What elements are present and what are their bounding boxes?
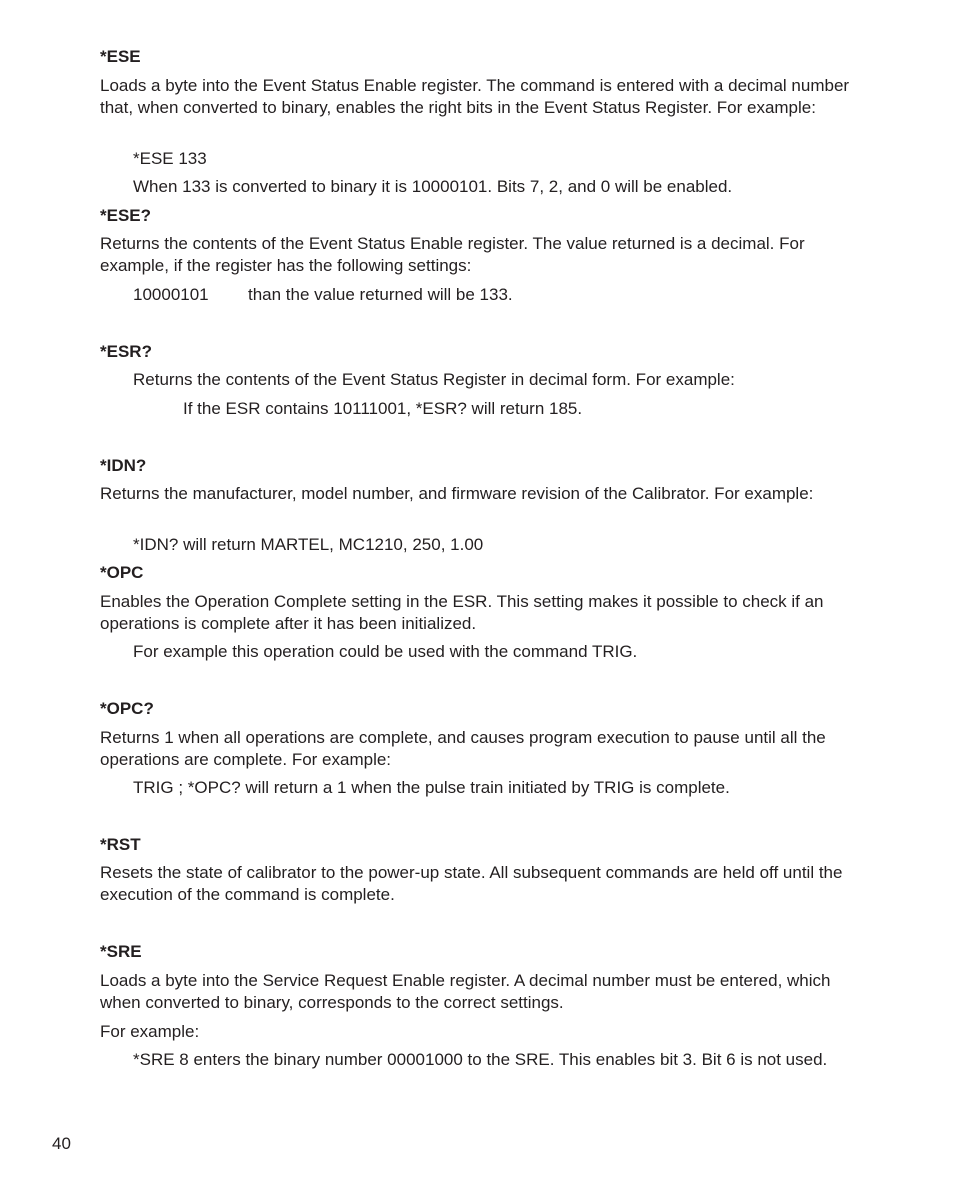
opc-heading: *OPC [100, 563, 144, 582]
ese-description: Loads a byte into the Event Status Enable register. The command is entered with a decimal number that, when converted to binary, enables the right bits in the Event Status Register. For example: [100, 76, 850, 117]
sre-for-example: For example: [100, 1022, 200, 1041]
idn-query-heading: *IDN? [100, 456, 147, 475]
idn-query-example: *IDN? will return MARTEL, MC1210, 250, 1.00 [133, 535, 484, 554]
ese-note: When 133 is converted to binary it is 10000101. Bits 7, 2, and 0 will be enabled. [133, 177, 733, 196]
sre-description: Loads a byte into the Service Request Enable register. A decimal number must be entered, which when converted to binary, corresponds to the correct settings. [100, 971, 831, 1012]
esr-query-example: If the ESR contains 10111001, *ESR? will return 185. [183, 399, 583, 418]
opc-query-heading: *OPC? [100, 699, 154, 718]
opc-query-description: Returns 1 when all operations are complete, and causes program execution to pause until all the operations are complete. For example: [100, 728, 826, 769]
ese-heading: *ESE [100, 47, 141, 66]
ese-query-example [133, 284, 853, 306]
ese-query-description: Returns the contents of the Event Status Enable register. The value returned is a decimal. For example, if the register has the following settings: [100, 234, 805, 275]
ese-query-heading: *ESE? [100, 206, 152, 225]
sre-heading: *SRE [100, 942, 142, 961]
ese-example: *ESE 133 [133, 149, 207, 168]
opc-example: For example this operation could be used with the command TRIG. [133, 642, 638, 661]
sre-example: *SRE 8 enters the binary number 00001000 to the SRE. This enables bit 3. Bit 6 is not used. [133, 1050, 828, 1069]
ese-query-example-code: 10000101 [133, 285, 209, 304]
page-number: 40 [52, 1134, 71, 1153]
esr-query-heading: *ESR? [100, 342, 152, 361]
rst-heading: *RST [100, 835, 141, 854]
ese-query-example-text: than the value returned will be 133. [248, 285, 513, 304]
opc-query-example: TRIG ; *OPC? will return a 1 when the pulse train initiated by TRIG is complete. [133, 778, 730, 797]
rst-description: Resets the state of calibrator to the power-up state. All subsequent commands are held off until the execution of the command is complete. [100, 863, 843, 904]
opc-description: Enables the Operation Complete setting in the ESR. This setting makes it possible to check if an operations is complete after it has been initialized. [100, 592, 824, 633]
idn-query-description: Returns the manufacturer, model number, and firmware revision of the Calibrator. For example: [100, 484, 814, 503]
esr-query-description: Returns the contents of the Event Status Register in decimal form. For example: [133, 370, 735, 389]
